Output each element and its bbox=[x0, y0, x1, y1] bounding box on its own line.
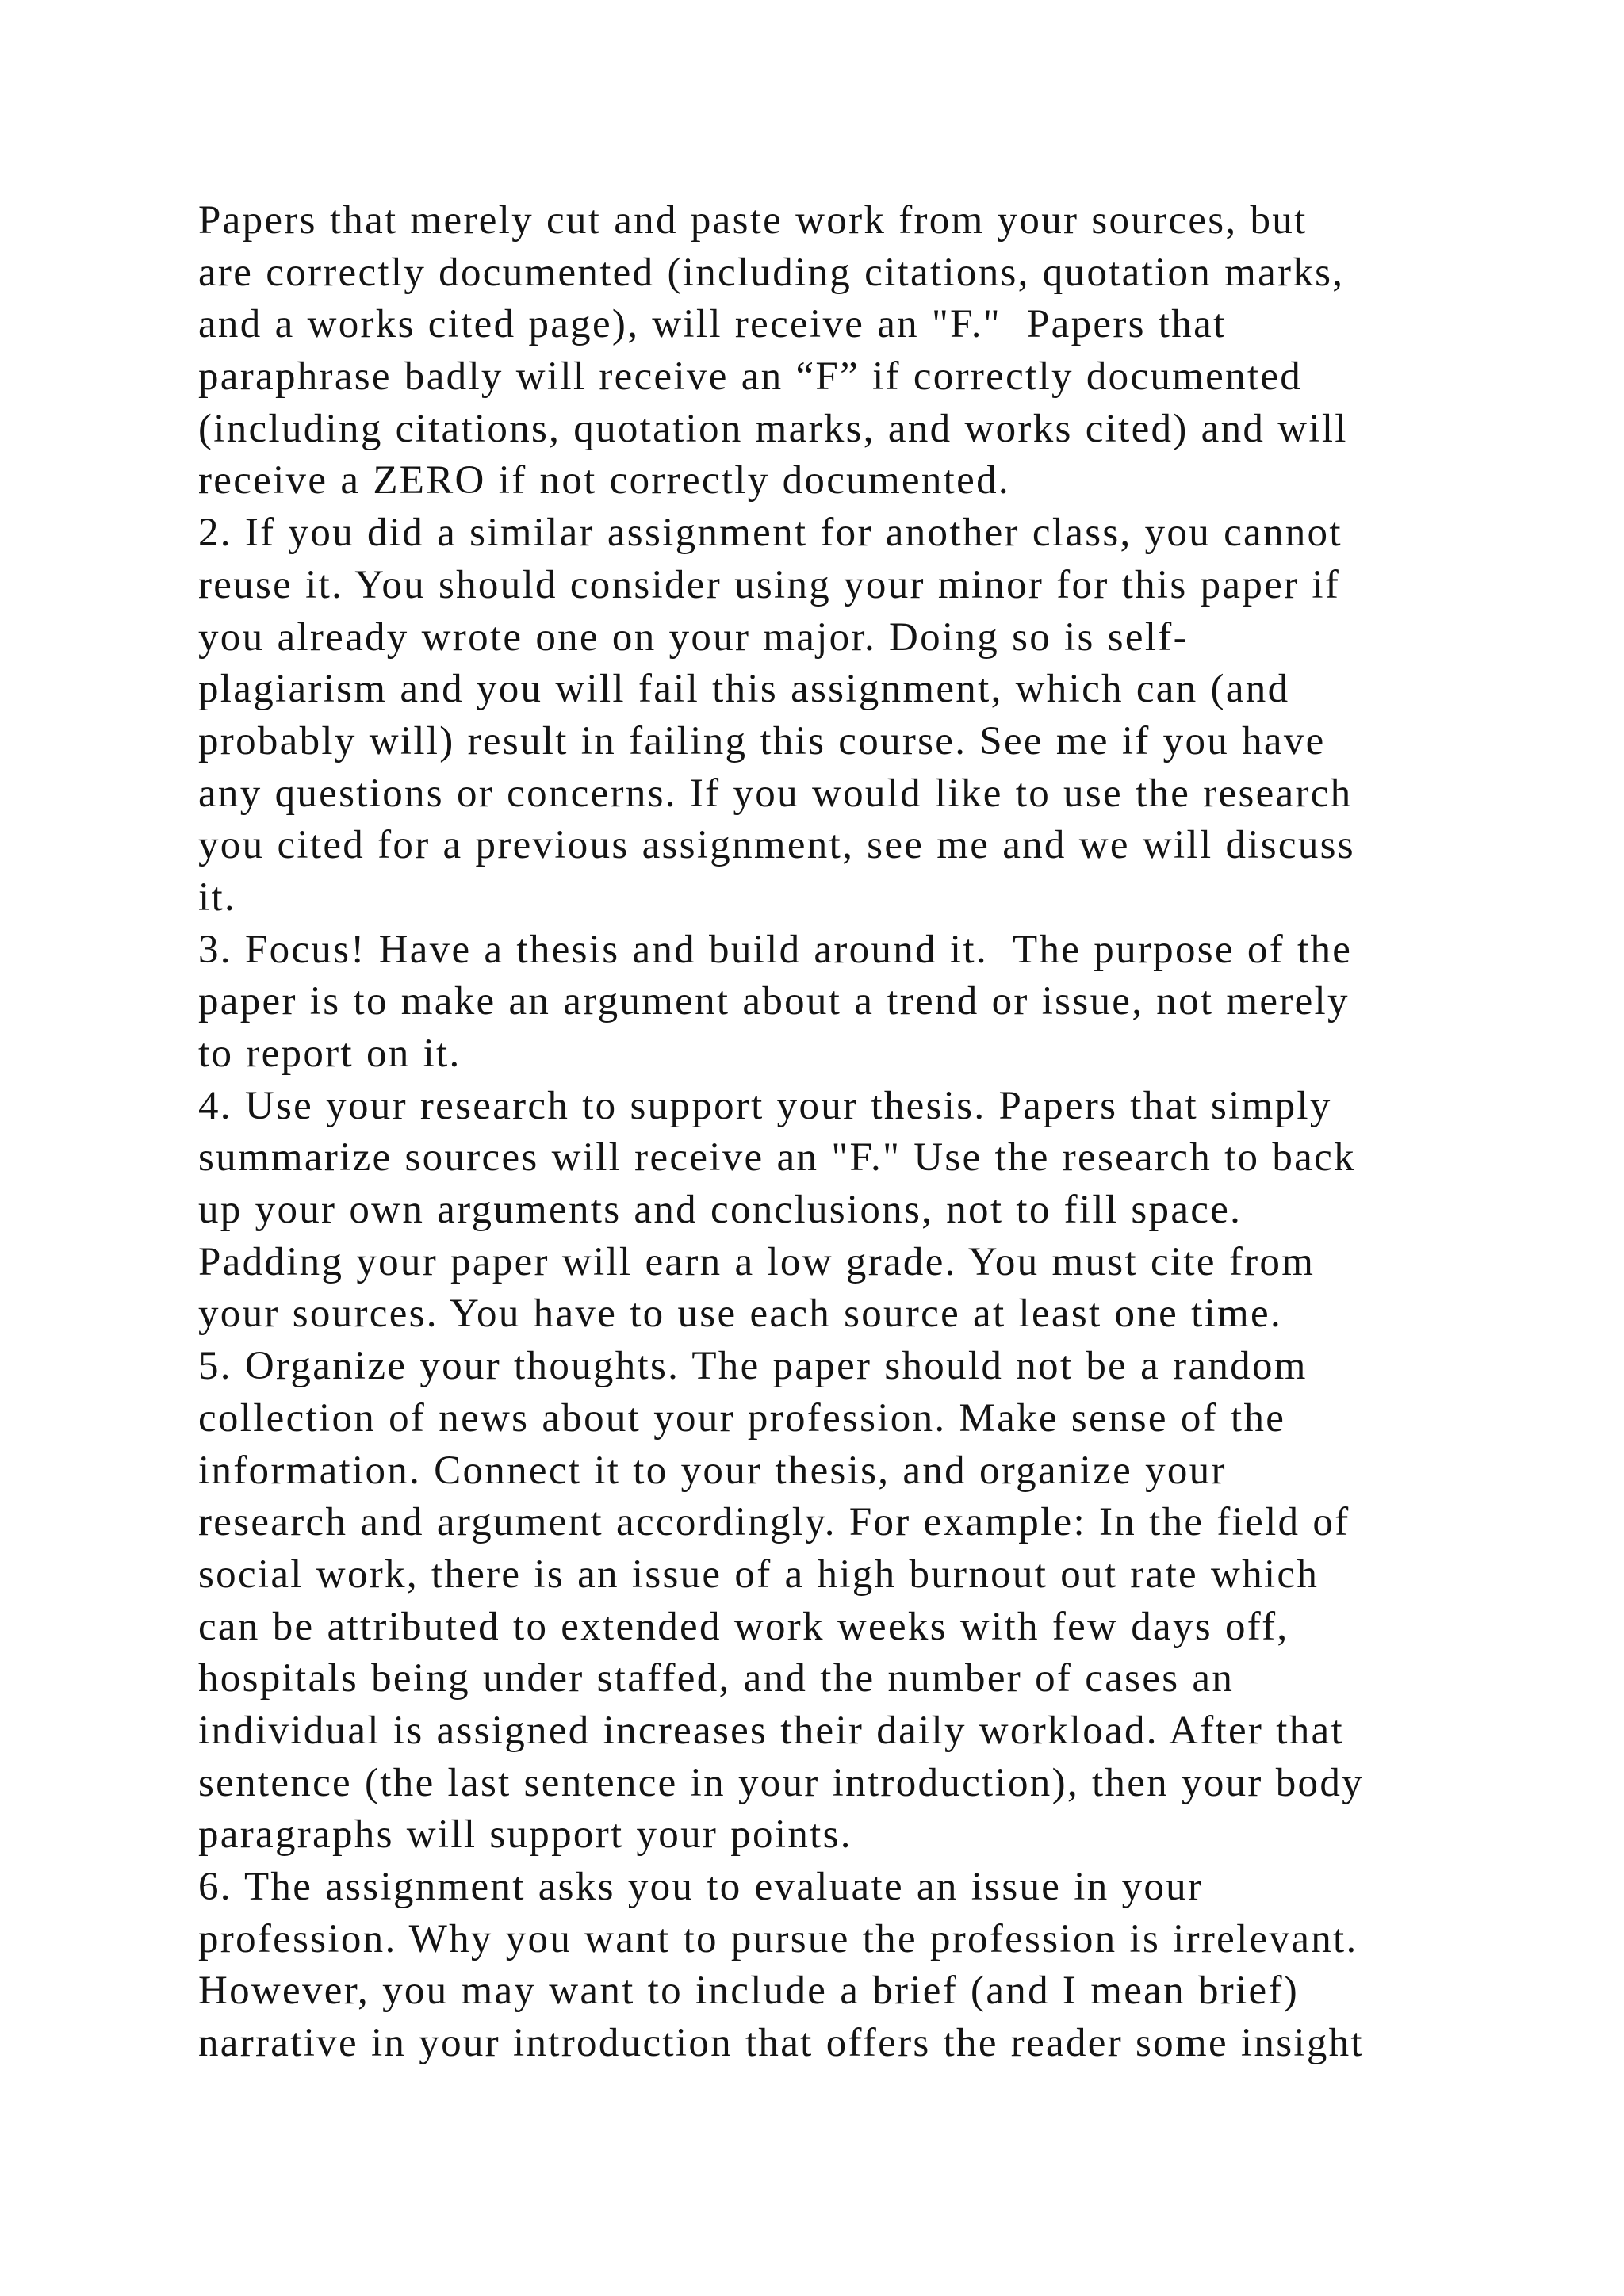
text-line: individual is assigned increases their daily workload. After that bbox=[198, 1708, 1344, 1753]
text-line: summarize sources will receive an "F." Use the research to back bbox=[198, 1135, 1356, 1181]
text-line: narrative in your introduction that offers the reader some insight bbox=[198, 2021, 1364, 2066]
text-line: Papers that merely cut and paste work from your sources, but bbox=[198, 198, 1308, 243]
document-text bbox=[198, 195, 1618, 2070]
text-line: up your own arguments and conclusions, not to fill space. bbox=[198, 1188, 1243, 1233]
text-line: plagiarism and you will fail this assignment, which can (and bbox=[198, 667, 1290, 712]
text-line: information. Connect it to your thesis, and organize your bbox=[198, 1448, 1227, 1493]
text-line: can be attributed to extended work weeks with few days off, bbox=[198, 1604, 1289, 1649]
text-line: profession. Why you want to pursue the profession is irrelevant. bbox=[198, 1916, 1358, 1961]
text-line: are correctly documented (including citations, quotation marks, bbox=[198, 250, 1345, 295]
text-line: 6. The assignment asks you to evaluate an issue in your bbox=[198, 1865, 1204, 1909]
text-line: paragraphs will support your points. bbox=[198, 1812, 852, 1858]
text-line: 5. Organize your thoughts. The paper should not be a random bbox=[198, 1344, 1308, 1389]
text-line: you already wrote one on your major. Doing so is self- bbox=[198, 614, 1189, 660]
text-line: Padding your paper will earn a low grade. You must cite from bbox=[198, 1239, 1316, 1284]
text-line: probably will) result in failing this course. See me if you have bbox=[198, 718, 1326, 763]
text-line: 2. If you did a similar assignment for another class, you cannot bbox=[198, 511, 1342, 556]
text-line: social work, there is an issue of a high burnout out rate which bbox=[198, 1552, 1320, 1597]
text-line: (including citations, quotation marks, and works cited) and will bbox=[198, 406, 1348, 451]
text-line: reuse it. You should consider using your minor for this paper if bbox=[198, 562, 1341, 607]
text-line: paraphrase badly will receive an “F” if correctly documented bbox=[198, 354, 1303, 400]
text-line: to report on it. bbox=[198, 1031, 462, 1076]
text-line: hospitals being under staffed, and the number of cases an bbox=[198, 1656, 1235, 1701]
text-line: receive a ZERO if not correctly documented. bbox=[198, 458, 1010, 503]
text-line: paper is to make an argument about a trend or issue, not merely bbox=[198, 979, 1350, 1024]
text-line: sentence (the last sentence in your introduction), then your body bbox=[198, 1760, 1364, 1805]
text-line: it. bbox=[198, 874, 236, 920]
text-line: collection of news about your profession. Make sense of the bbox=[198, 1395, 1286, 1441]
text-line: research and argument accordingly. For example: In the field of bbox=[198, 1500, 1350, 1545]
text-line: your sources. You have to use each source at least one time. bbox=[198, 1292, 1282, 1337]
text-line: However, you may want to include a brief (and I mean brief) bbox=[198, 1969, 1300, 2014]
text-line: and a works cited page), will receive an "F." Papers that bbox=[198, 302, 1227, 347]
text-line: you cited for a previous assignment, see me and we will discuss bbox=[198, 823, 1355, 868]
text-line: 4. Use your research to support your thesis. Papers that simply bbox=[198, 1083, 1332, 1128]
text-line: any questions or concerns. If you would like to use the research bbox=[198, 771, 1353, 816]
text-line: 3. Focus! Have a thesis and build around it. The purpose of the bbox=[198, 927, 1353, 972]
